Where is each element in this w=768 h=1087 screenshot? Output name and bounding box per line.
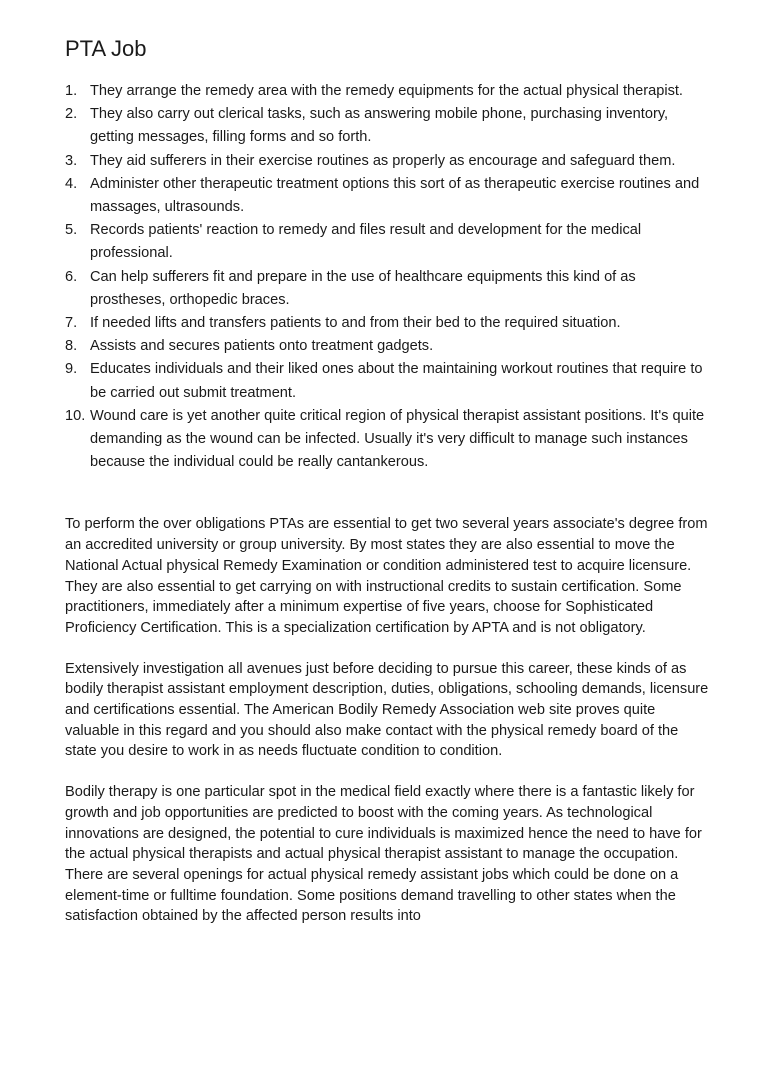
list-number: 4. [65,175,78,192]
list-number: 5. [65,222,78,239]
list-item-text: Educates individuals and their liked ones about the maintaining workout routines that require to be carried out submit treatment. [90,361,703,401]
list-item-text: They also carry out clerical tasks, such as answering mobile phone, purchasing inventory, getting messages, filling forms and so forth. [90,106,669,146]
list-item-text: Can help sufferers fit and prepare in the use of healthcare equipments this kind of as prostheses, orthopedic braces. [90,268,636,308]
list-item [65,335,710,358]
list-number: 6. [65,268,78,285]
list-item [65,103,710,149]
list-item-text: If needed lifts and transfers patients to and from their bed to the required situation. [90,315,621,332]
list-number: 9. [65,361,78,378]
list-item [65,150,710,173]
list-number: 7. [65,315,78,332]
list-item-text: Assists and secures patients onto treatment gadgets. [90,338,434,355]
duties-list [65,80,710,474]
paragraph-outlook: Bodily therapy is one particular spot in the medical field exactly where there is a fantastic likely for growth and job opportunities are predicted to boost with the coming years. As technological innovations are designed, the potential to cure individuals is maximized hence the need to have for the actual physical therapists and actual physical therapist assistant to manage the occupation. There are several openings for actual physical remedy assistant jobs which could be done on a element-time or fulltime foundation. Some positions demand travelling to other states when the satisfaction obtained by the affected person results into [65,784,702,925]
list-item-text: They arrange the remedy area with the remedy equipments for the actual physical therapist. [90,83,683,99]
list-item-text: Records patients' reaction to remedy and files result and development for the medical professional. [90,222,642,262]
list-item [65,219,710,265]
list-item [65,80,710,103]
list-item-text: Administer other therapeutic treatment options this sort of as therapeutic exercise routines and massages, ultrasounds. [90,175,700,216]
document-page [65,34,710,927]
page-title: PTA Job [65,36,147,61]
list-item [65,173,710,219]
paragraph-research: Extensively investigation all avenues just before deciding to pursue this career, these kinds of as bodily therapist assistant employment description, duties, obligations, schooling demands, licensure and certifications essential. The American Bodily Remedy Association web site proves quite valuable in this regard and you should also make contact with the physical remedy board of the state you desire to work in as needs fluctuate condition to condition. [65,660,709,760]
list-item [65,358,710,404]
list-item [65,266,710,312]
list-number: 3. [65,152,78,169]
list-number: 2. [65,106,78,123]
list-item-text: They aid sufferers in their exercise routines as properly as encourage and safeguard them. [90,152,676,169]
list-number: 10. [65,407,86,424]
paragraph-requirements: To perform the over obligations PTAs are essential to get two several years associate's degree from an accredited university or group university. By most states they are also essential to move the National Actual physical Remedy Examination or condition administered test to acquire licensure. They are also essential to get carrying on with instructional credits to sustain certification. Some practitioners, immediately after a minimum expertise of five years, choose for Sophisticated Proficiency Certification. This is a specialization certification by APTA and is not obligatory. [65,516,708,636]
list-number: 1. [65,83,78,99]
list-item-text: Wound care is yet another quite critical region of physical therapist assistant positions. It's quite demanding as the wound can be infected. Usually it's very difficult to manage such instances because the individual could be really cantankerous. [90,407,705,471]
list-item [65,405,710,475]
list-item [65,312,710,335]
list-number: 8. [65,338,78,355]
